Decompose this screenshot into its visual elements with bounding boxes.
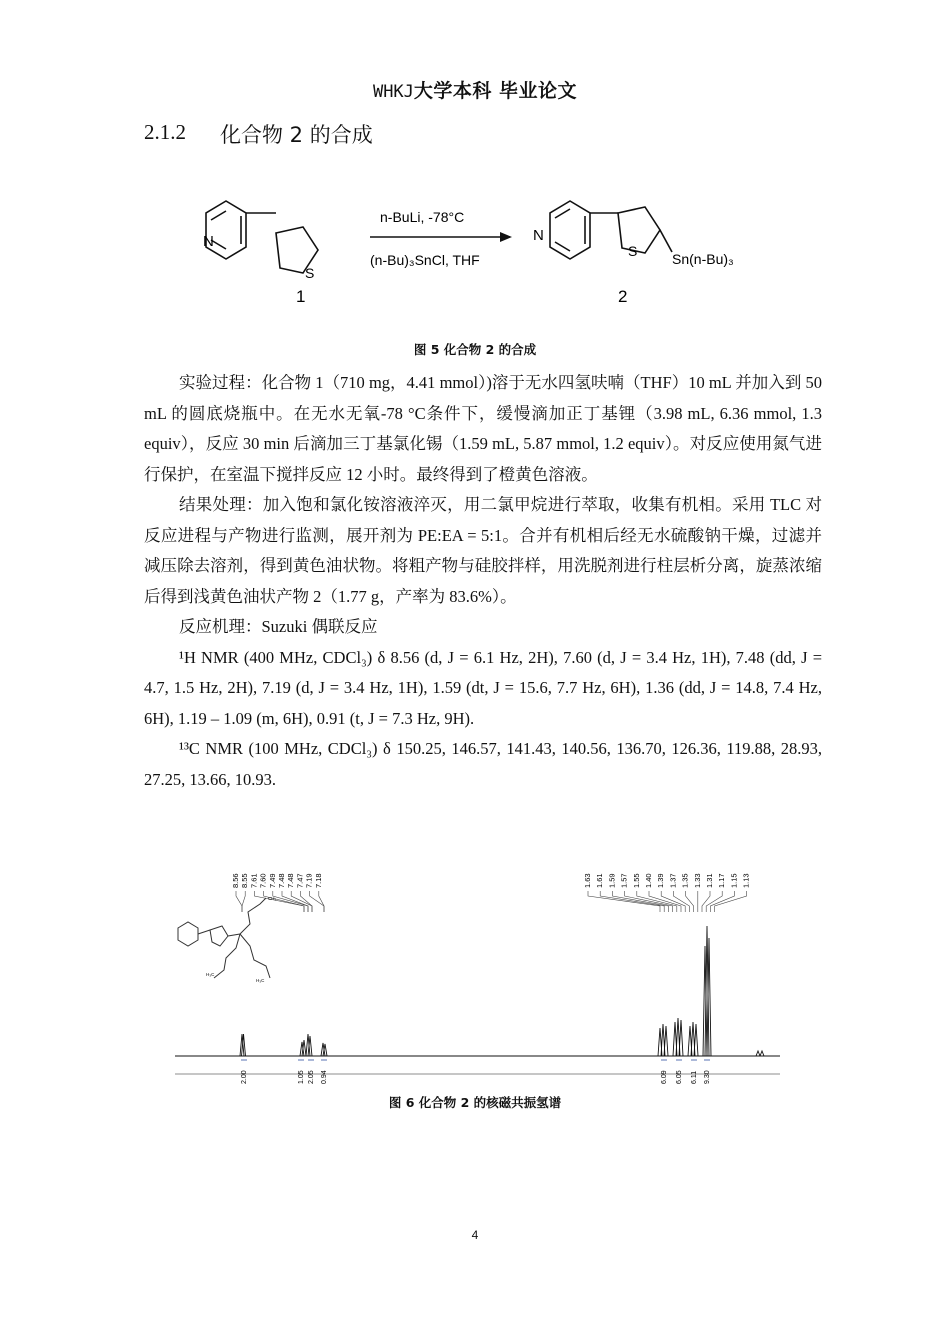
paragraph-h-nmr: ¹H NMR (400 MHz, CDCl₃) δ 8.56 (d, J = 6.1 Hz, 2H), 7.60 (d, J = 3.4 Hz, 1H), 7.48 (dd, J = 4.7, 1.5 Hz, 2H), 7.19 (d, J = 3.4 Hz, 1H), 1.59 (dt, J = 15.6, 7.7 Hz, 6H), 1.36 (dd, J = 14.8, 7.4 Hz, 6H), 1.19 – 1.09 (m, 6H), 0.91 (t, J = 7.3 Hz, 9H).	[144, 647, 822, 728]
integral-label: 2.00	[241, 1070, 248, 1084]
spectrum-peak	[679, 1020, 683, 1056]
peak-label: 1.35	[680, 873, 690, 888]
inset-label-h3c-left: H₃C	[206, 972, 215, 977]
product-thiophene-ring	[618, 207, 660, 253]
spectrum-peak	[760, 1051, 764, 1056]
peak-label: 8.55	[240, 873, 250, 888]
reagent-bottom: (n-Bu)₃SnCl, THF	[370, 252, 480, 268]
peak-label: 1.59	[607, 873, 617, 888]
paragraph-c-nmr: ¹³C NMR (100 MHz, CDCl₃) δ 150.25, 146.57, 141.43, 140.56, 136.70, 126.36, 119.88, 28.93, 27.25, 13.66, 10.93.	[144, 739, 822, 789]
arrow-head	[500, 232, 512, 242]
product-label: 2	[618, 287, 628, 306]
peak-label: 1.40	[644, 873, 653, 888]
peak-label: 1.13	[741, 873, 751, 888]
paragraph-mechanism: 反应机理：Suzuki 偶联反应	[179, 617, 378, 636]
peak-label: 7.48	[286, 873, 296, 888]
nmr-spectrum	[170, 866, 782, 1088]
peak-label: 7.47	[295, 873, 305, 888]
page-number: 4	[471, 1228, 479, 1242]
peak-label: 8.56	[231, 873, 240, 888]
label-connectors	[236, 891, 747, 912]
integral-label: 6.09	[661, 1070, 668, 1084]
figure6-caption: 图 6 化合物 2 的核磁共振氢谱	[388, 1095, 562, 1110]
peak-label: 7.49	[267, 873, 277, 888]
spectrum-trace	[175, 926, 780, 1056]
reactant-s-atom: S	[305, 265, 315, 281]
section-title: 化合物 2 的合成	[220, 123, 373, 147]
product-n-atom: N	[533, 227, 544, 244]
reaction-scheme	[0, 190, 950, 320]
header-latin: WHKJ	[372, 82, 414, 102]
product-structure	[550, 201, 672, 259]
peak-label: 1.63	[583, 873, 592, 888]
integral-label: 9.30	[704, 1070, 711, 1084]
reagent-top: n-BuLi, -78°C	[380, 209, 465, 225]
integral-label: 6.11	[691, 1070, 698, 1084]
reactant-label: 1	[296, 287, 306, 306]
peak-label: 1.55	[631, 873, 641, 888]
product-s-atom: S	[628, 243, 638, 259]
reactant-n-atom: N	[203, 233, 214, 250]
paragraph-workup: 结果处理：加入饱和氯化铵溶液淬灭，用二氯甲烷进行萃取，收集有机相。采用 TLC 对反应进程与产物进行监测，展开剂为 PE:EA = 5:1。合并有机相后经无水硫酸钠干燥，过滤并减压除去溶剂，得到黄色油状物。将粗产物与硅胶拌样，用洗脱剂进行柱层析分离，旋蒸浓缩后得到浅黄色油状产物 2（1.77 g，产率为 83.6%）。	[144, 495, 822, 606]
spectrum-peak	[756, 1051, 760, 1056]
integral-label: 6.05	[676, 1070, 683, 1084]
header-title: 大学本科 毕业论文	[413, 80, 578, 102]
paragraph-procedure: 实验过程：化合物 1（710 mg，4.41 mmol）)溶于无水四氢呋喃（THF）10 mL 并加入到 50 mL 的圆底烧瓶中。在无水无氧-78 °C条件下，缓慢滴加正丁基锂（3.98 mL, 6.36 mmol, 1.3 equiv），反应 30 min 后滴加三丁基氯化锡（1.59 mL, 5.87 mmol, 1.2 equiv）。对反应使用氮气进行保护，在室温下搅拌反应 12 小时。最终得到了橙黄色溶液。	[144, 373, 822, 484]
peak-label: 7.61	[249, 873, 259, 888]
spectrum-peak	[664, 1026, 668, 1056]
integral-label: 1.05	[298, 1070, 305, 1084]
reactant-structure	[206, 201, 318, 273]
peak-label: 1.57	[619, 873, 629, 888]
pyridine-ring	[206, 201, 246, 259]
running-header	[0, 76, 950, 103]
tin-substituent: Sn(n-Bu)₃	[672, 251, 734, 267]
section-number: 2.1.2	[144, 120, 186, 144]
spectrum-peak	[694, 1024, 698, 1056]
integral-label: 2.05	[308, 1070, 315, 1084]
peak-labels	[231, 873, 751, 888]
inset-structure	[178, 898, 270, 978]
body-text	[144, 368, 822, 795]
peak-label: 1.39	[656, 873, 666, 888]
peak-label: 7.19	[304, 873, 314, 888]
integral-label: 0.94	[321, 1070, 328, 1084]
peak-label: 7.60	[258, 873, 268, 888]
peak-label: 7.18	[313, 873, 323, 888]
inset-label-h3c-right: H₃C	[256, 978, 265, 983]
peak-label: 1.37	[668, 873, 678, 888]
peak-label: 1.61	[595, 873, 605, 888]
inset-label-ch3: CH₃	[268, 896, 277, 901]
peak-label: 1.15	[729, 873, 739, 888]
figure5-caption: 图 5 化合物 2 的合成	[413, 342, 537, 357]
peak-label: 7.48	[277, 873, 286, 888]
peak-label: 1.17	[717, 873, 727, 888]
integral-labels	[241, 1060, 711, 1084]
peak-label: 1.33	[692, 873, 702, 888]
peak-label: 1.31	[705, 873, 714, 888]
